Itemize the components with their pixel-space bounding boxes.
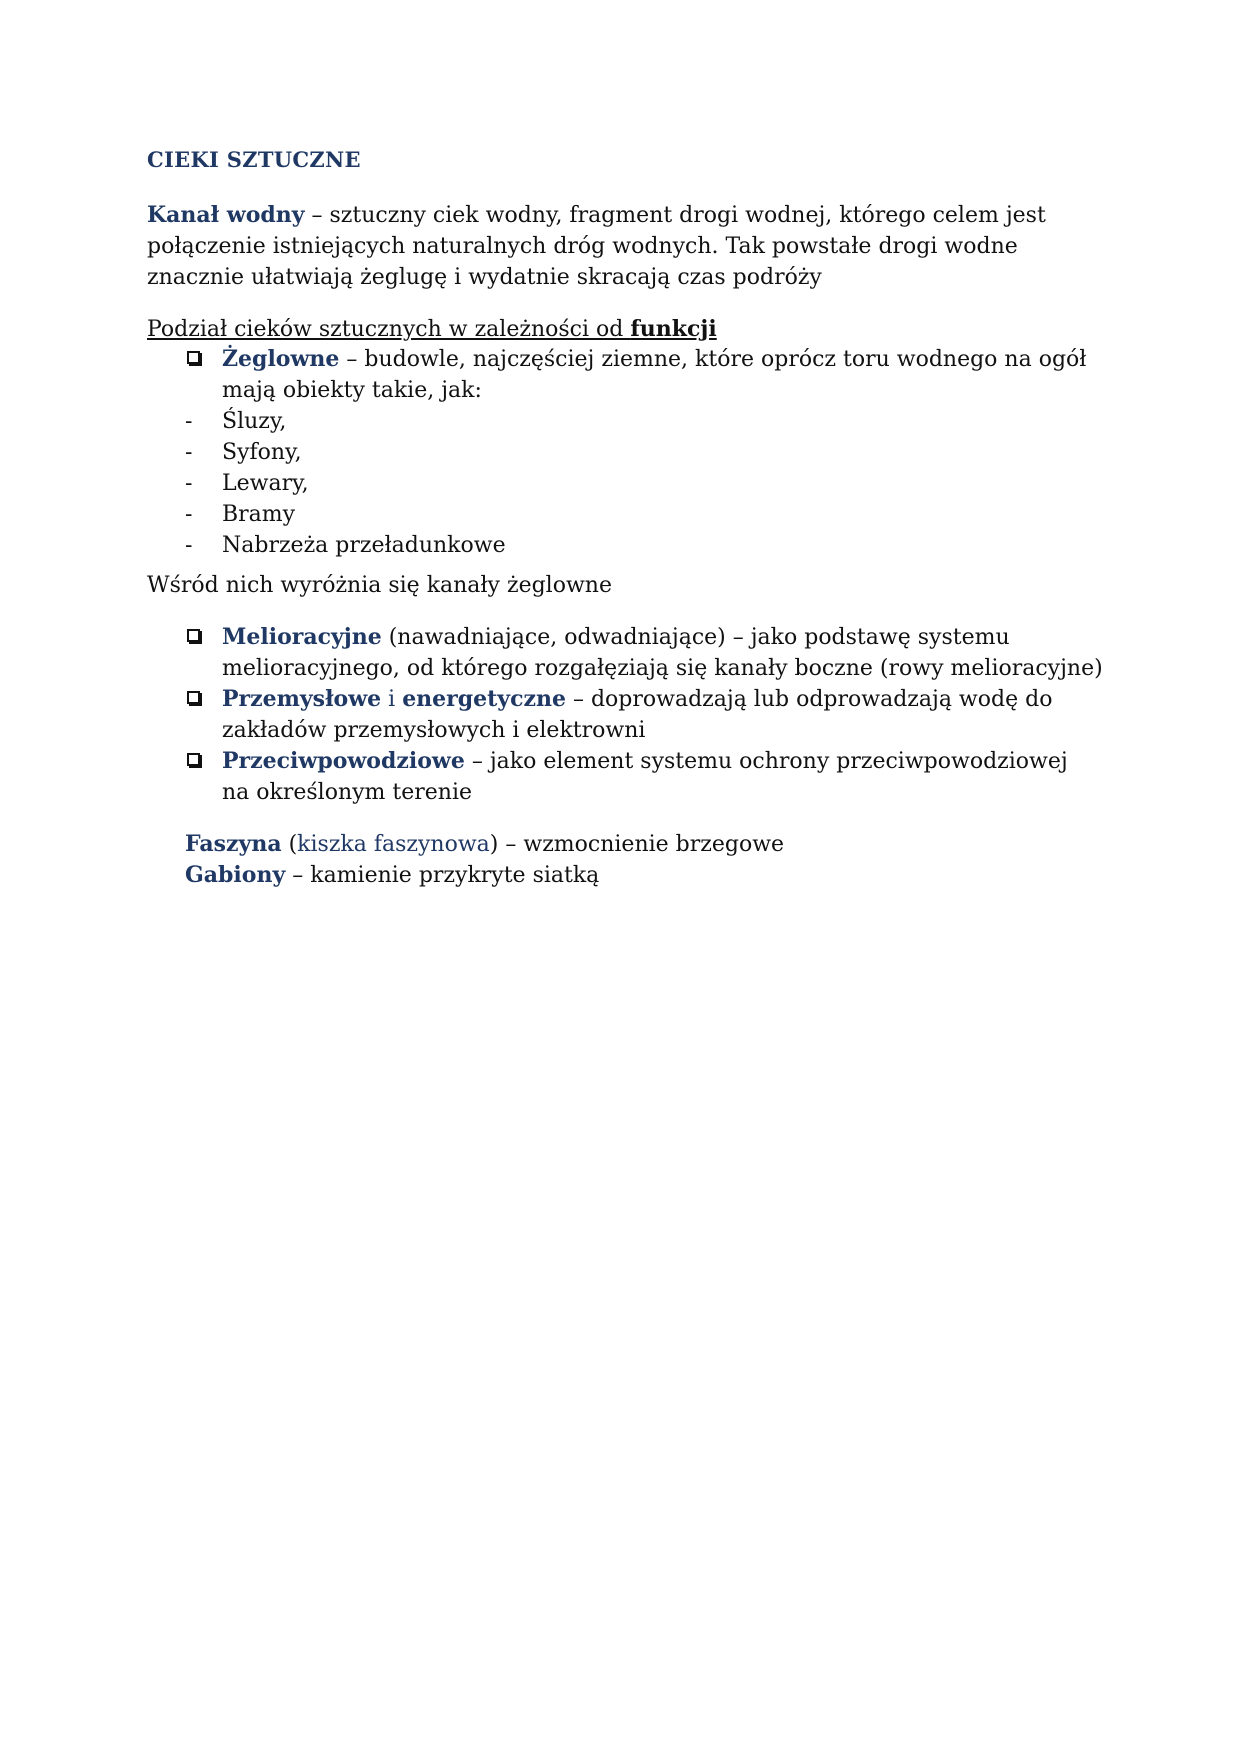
page-title: CIEKI SZTUCZNE [147, 147, 361, 172]
checkbox-bullet-icon [187, 629, 200, 642]
dash-bullet: - [185, 440, 193, 465]
list-item: Nabrzeża przeładunkowe [222, 533, 506, 558]
list-item: Lewary, [222, 471, 309, 496]
term-zeglowne: Żeglowne [222, 346, 340, 372]
przeciwpowodziowe-line-1-text: – jako element systemu ochrony przeciwpowodziowej [464, 749, 1068, 774]
faszyna-open: ( [281, 832, 298, 857]
term-przemyslowe: Przemysłowe [222, 686, 382, 712]
dash-bullet: - [185, 471, 193, 496]
list-item: Bramy [222, 502, 296, 527]
division-heading [147, 314, 717, 345]
zeglowne-line-1 [222, 344, 1086, 375]
melioracyjne-line-1-text: (nawadniające, odwadniające) – jako podstawę systemu [381, 625, 1010, 650]
faszyna-alt-name: kiszka faszynowa [297, 832, 490, 857]
intro-line-2: połączenie istniejących naturalnych dróg wodnych. Tak powstałe drogi wodne [147, 234, 1018, 259]
przemyslowe-line-1-text: – doprowadzają lub odprowadzają wodę do [565, 687, 1053, 712]
faszyna-text: – wzmocnienie brzegowe [498, 832, 785, 857]
checkbox-bullet-icon [187, 753, 200, 766]
zeglowne-line-1-text: – budowle, najczęściej ziemne, które oprócz toru wodnego na ogół [339, 347, 1087, 372]
zeglowne-line-2: mają obiekty takie, jak: [222, 378, 482, 403]
przeciwpowodziowe-line-2: na określonym terenie [222, 780, 473, 805]
intro-line-1-text: – sztuczny ciek wodny, fragment drogi wodnej, którego celem jest [304, 203, 1046, 228]
przemyslowe-line-2: zakładów przemysłowych i elektrowni [222, 718, 646, 743]
among-paragraph: Wśród nich wyróżnia się kanały żeglowne [147, 573, 612, 598]
dash-bullet: - [185, 502, 193, 527]
przemyslowe-line-1 [222, 684, 1052, 715]
faszyna-line [185, 829, 784, 860]
dash-bullet: - [185, 409, 193, 434]
checkbox-bullet-icon [187, 351, 200, 364]
term-kanal-wodny: Kanał wodny [147, 202, 305, 228]
gabiony-line [185, 860, 599, 891]
term-przeciwpowodziowe: Przeciwpowodziowe [222, 748, 465, 774]
melioracyjne-line-2: melioracyjnego, od którego rozgałęziają się kanały boczne (rowy melioracyjne) [222, 656, 1103, 681]
przeciwpowodziowe-line-1 [222, 746, 1068, 777]
term-faszyna: Faszyna [185, 831, 282, 857]
intro-line-3: znacznie ułatwiają żeglugę i wydatnie skracają czas podróży [147, 265, 822, 290]
term-energetyczne: energetyczne [402, 686, 566, 712]
term-gabiony: Gabiony [185, 862, 286, 888]
conjunction: i [381, 687, 403, 712]
intro-line-1 [147, 200, 1046, 231]
list-item: Śluzy, [222, 409, 287, 434]
term-melioracyjne: Melioracyjne [222, 624, 382, 650]
division-heading-bold: funkcji [630, 316, 717, 342]
dash-bullet: - [185, 533, 193, 558]
melioracyjne-line-1 [222, 622, 1010, 653]
gabiony-text: – kamienie przykryte siatką [285, 863, 600, 888]
checkbox-bullet-icon [187, 691, 200, 704]
list-item: Syfony, [222, 440, 302, 465]
division-heading-text: Podział cieków sztucznych w zależności od [147, 317, 631, 342]
faszyna-close: ) [489, 832, 499, 857]
